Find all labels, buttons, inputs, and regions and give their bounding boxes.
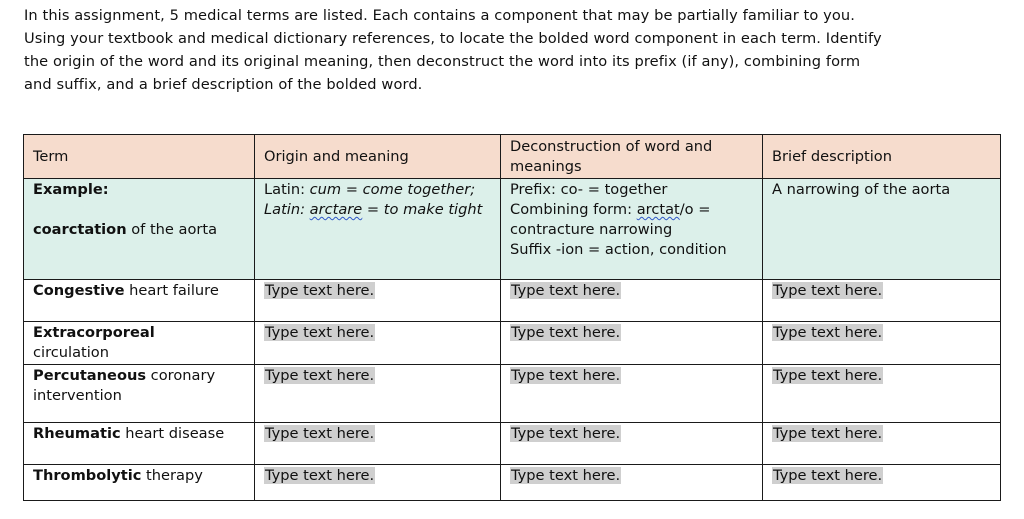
origin-cell[interactable] bbox=[255, 423, 501, 465]
instructions-line-2: Using your textbook and medical dictionary references, to locate the bolded word component in each term. Identify bbox=[24, 30, 882, 47]
term-cell bbox=[24, 322, 255, 365]
origin-placeholder[interactable]: Type text here. bbox=[265, 467, 375, 484]
origin-placeholder[interactable]: Type text here. bbox=[265, 324, 375, 341]
example-origin-part3: = bbox=[362, 201, 384, 218]
example-deconstruction-cell bbox=[501, 179, 763, 280]
description-placeholder[interactable]: Type text here. bbox=[773, 282, 883, 299]
term-cell bbox=[24, 365, 255, 423]
example-label: Example: bbox=[33, 181, 109, 198]
example-description: A narrowing of the aorta bbox=[772, 181, 951, 198]
origin-cell[interactable] bbox=[255, 465, 501, 501]
deconstruction-placeholder[interactable]: Type text here. bbox=[511, 282, 621, 299]
term-rest: heart failure bbox=[124, 282, 219, 299]
description-placeholder[interactable]: Type text here. bbox=[773, 367, 883, 384]
description-cell[interactable] bbox=[763, 280, 1001, 322]
example-term-rest: of the aorta bbox=[126, 221, 218, 238]
description-cell[interactable] bbox=[763, 423, 1001, 465]
example-term-bold: coarctation bbox=[33, 221, 127, 238]
example-origin-arctare: arctare bbox=[309, 201, 363, 218]
deconstruction-placeholder[interactable]: Type text here. bbox=[511, 467, 621, 484]
deconstruction-cell[interactable] bbox=[501, 322, 763, 365]
instructions-line-3: the origin of the word and its original meaning, then deconstruct the word into its prefix (if any), combining form bbox=[24, 53, 861, 70]
example-combining-rest: /o = contracture narrowing bbox=[510, 201, 711, 238]
table-row bbox=[24, 322, 1001, 365]
instructions-line-4: and suffix, and a brief description of the bolded word. bbox=[24, 76, 423, 93]
table-row bbox=[24, 280, 1001, 322]
description-placeholder[interactable]: Type text here. bbox=[773, 324, 883, 341]
origin-placeholder[interactable]: Type text here. bbox=[265, 425, 375, 442]
deconstruction-cell[interactable] bbox=[501, 280, 763, 322]
header-term: Term bbox=[24, 135, 255, 179]
term-bold: Rheumatic bbox=[33, 425, 121, 442]
header-deconstruction: Deconstruction of word and meanings bbox=[501, 135, 763, 179]
example-combining-word: arctat bbox=[636, 201, 680, 218]
description-cell[interactable] bbox=[763, 465, 1001, 501]
description-placeholder[interactable]: Type text here. bbox=[773, 425, 883, 442]
term-cell bbox=[24, 465, 255, 501]
description-placeholder[interactable]: Type text here. bbox=[773, 467, 883, 484]
origin-cell[interactable] bbox=[255, 365, 501, 423]
term-cell bbox=[24, 280, 255, 322]
term-rest: therapy bbox=[141, 467, 203, 484]
example-origin-cum: cum = come together; bbox=[309, 181, 476, 198]
term-bold: Extracorporeal bbox=[33, 324, 155, 341]
term-bold: Congestive bbox=[33, 282, 125, 299]
deconstruction-cell[interactable] bbox=[501, 465, 763, 501]
example-prefix: Prefix: co- = together bbox=[510, 181, 668, 198]
example-description-cell bbox=[763, 179, 1001, 280]
origin-placeholder[interactable]: Type text here. bbox=[265, 282, 375, 299]
origin-cell[interactable] bbox=[255, 280, 501, 322]
deconstruction-placeholder[interactable]: Type text here. bbox=[511, 367, 621, 384]
term-rest: circulation bbox=[33, 344, 109, 361]
term-cell bbox=[24, 423, 255, 465]
deconstruction-placeholder[interactable]: Type text here. bbox=[511, 324, 621, 341]
example-origin-meaning: to make tight bbox=[383, 201, 483, 218]
origin-cell[interactable] bbox=[255, 322, 501, 365]
header-description: Brief description bbox=[763, 135, 1001, 179]
description-cell[interactable] bbox=[763, 322, 1001, 365]
term-rest: coronary intervention bbox=[33, 367, 216, 404]
example-row bbox=[24, 179, 1001, 280]
table-row bbox=[24, 465, 1001, 501]
example-origin-part2: Latin: bbox=[264, 201, 310, 218]
origin-placeholder[interactable]: Type text here. bbox=[265, 367, 375, 384]
term-rest: heart disease bbox=[120, 425, 225, 442]
instructions-line-1: In this assignment, 5 medical terms are listed. Each contains a component that may be partially familiar to you. bbox=[24, 7, 855, 24]
example-origin-cell bbox=[255, 179, 501, 280]
term-bold: Thrombolytic bbox=[33, 467, 142, 484]
term-bold: Percutaneous bbox=[33, 367, 147, 384]
example-origin-part1: Latin: bbox=[264, 181, 310, 198]
table-row bbox=[24, 365, 1001, 423]
description-cell[interactable] bbox=[763, 365, 1001, 423]
table-row bbox=[24, 423, 1001, 465]
medical-terms-table bbox=[23, 134, 1001, 501]
deconstruction-placeholder[interactable]: Type text here. bbox=[511, 425, 621, 442]
header-origin: Origin and meaning bbox=[255, 135, 501, 179]
deconstruction-cell[interactable] bbox=[501, 423, 763, 465]
table-header-row bbox=[24, 135, 1001, 179]
example-term-cell bbox=[24, 179, 255, 280]
deconstruction-cell[interactable] bbox=[501, 365, 763, 423]
example-suffix: Suffix -ion = action, condition bbox=[510, 241, 727, 258]
example-combining-label: Combining form: bbox=[510, 201, 637, 218]
instructions-paragraph bbox=[24, 4, 1009, 96]
